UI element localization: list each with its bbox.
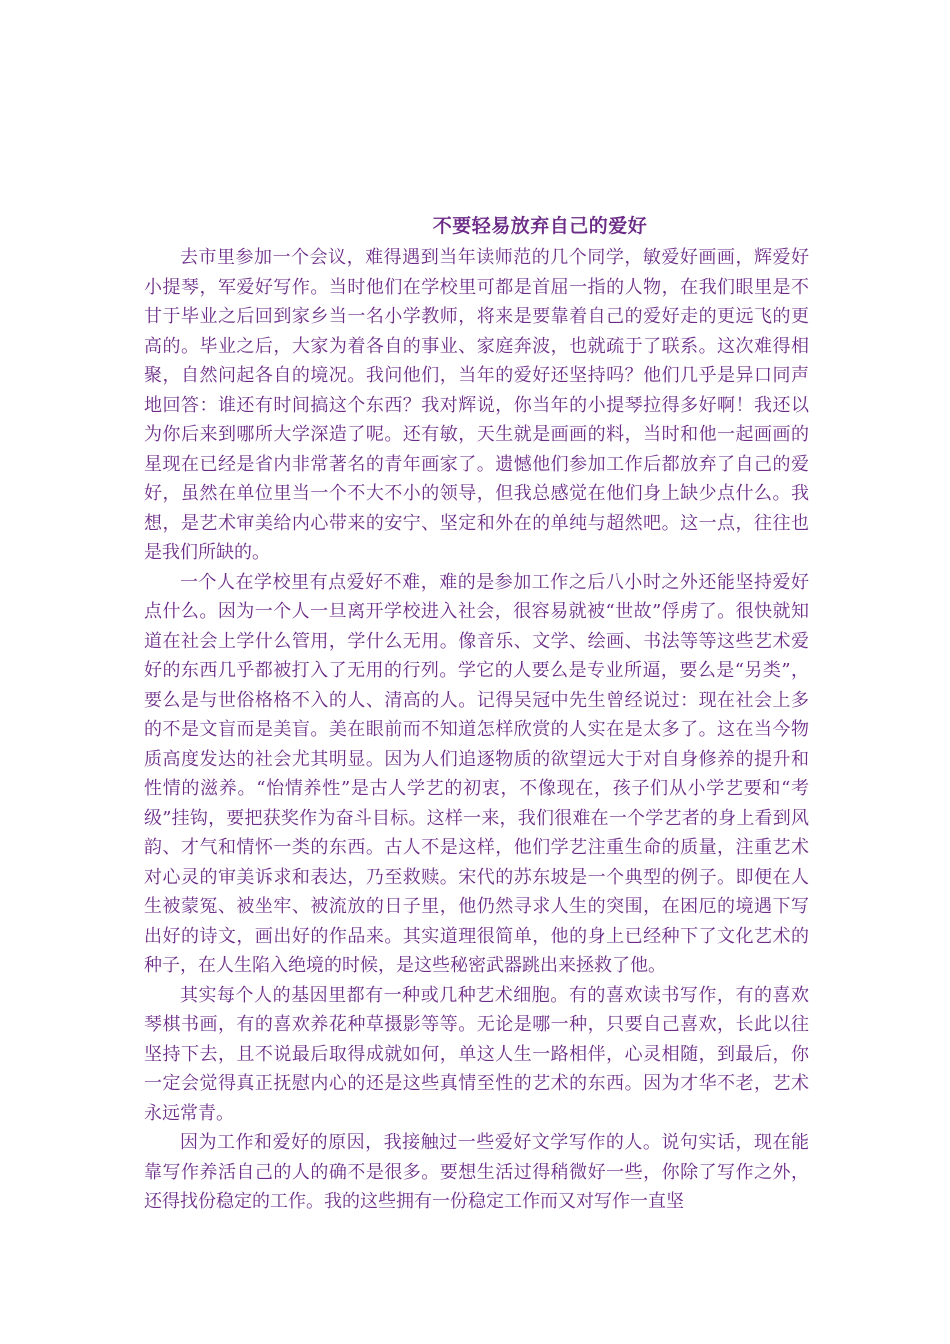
article-body — [144, 243, 809, 1217]
paragraph: 其实每个人的基因里都有一种或几种艺术细胞。有的喜欢读书写作，有的喜欢琴棋书画，有的喜欢养花种草摄影等等。无论是哪一种，只要自己喜欢，长此以往坚持下去，且不说最后取得成就如何，单这人生一路相伴，心灵相随，到最后，你一定会觉得真正抚慰内心的还是这些真情至性的艺术的东西。因为才华不老，艺术永远常青。 — [144, 984, 809, 1124]
article-title: 不要轻易放弃自己的爱好 — [432, 215, 648, 237]
paragraph: 一个人在学校里有点爱好不难，难的是参加工作之后八小时之外还能坚持爱好点什么。因为一个人一旦离开学校进入社会，很容易就被“世故”俘虏了。很快就知道在社会上学什么管用，学什么无用。像音乐、文学、绘画、书法等等这些艺术爱好的东西几乎都被打入了无用的行列。学它的人要么是专业所逼，要么是“另类”，要么是与世俗格格不入的人、清高的人。记得吴冠中先生曾经说过：现在社会上多的不是文盲而是美盲。美在眼前而不知道怎样欣赏的人实在是太多了。这在当今物质高度发达的社会尤其明显。因为人们追逐物质的欲望远大于对自身修养的提升和性情的滋养。“怡情养性”是古人学艺的初衷，不像现在，孩子们从小学艺要和“考级”挂钩，要把获奖作为奋斗目标。这样一来，我们很难在一个学艺者的身上看到风韵、才气和情怀一类的东西。古人不是这样，他们学艺注重生命的质量，注重艺术对心灵的审美诉求和表达，乃至救赎。宋代的苏东坡是一个典型的例子。即便在人生被蒙冤、被坐牢、被流放的日子里，他仍然寻求人生的突围，在困厄的境遇下写出好的诗文，画出好的作品来。其实道理很简单，他的身上已经种下了文化艺术的种子，在人生陷入绝境的时候，是这些秘密武器跳出来拯救了他。 — [144, 571, 809, 976]
paragraph: 去市里参加一个会议，难得遇到当年读师范的几个同学，敏爱好画画，辉爱好小提琴，军爱好写作。当时他们在学校里可都是首屈一指的人物，在我们眼里是不甘于毕业之后回到家乡当一名小学教师，将来是要靠着自己的爱好走的更远飞的更高的。毕业之后，大家为着各自的事业、家庭奔波，也就疏于了联系。这次难得相聚，自然问起各自的境况。我问他们，当年的爱好还坚持吗？他们几乎是异口同声地回答：谁还有时间搞这个东西？我对辉说，你当年的小提琴拉得多好啊！我还以为你后来到哪所大学深造了呢。还有敏，天生就是画画的料，当时和他一起画画的星现在已经是省内非常著名的青年画家了。遗憾他们参加工作后都放弃了自己的爱好，虽然在单位里当一个不大不小的领导，但我总感觉在他们身上缺少点什么。我想，是艺术审美给内心带来的安宁、坚定和外在的单纯与超然吧。这一点，往往也是我们所缺的。 — [144, 247, 809, 563]
paragraph: 因为工作和爱好的原因，我接触过一些爱好文学写作的人。说句实话，现在能靠写作养活自己的人的确不是很多。要想生活过得稍微好一些，你除了写作之外，还得找份稳定的工作。我的这些拥有一份稳定工作而又对写作一直坚 — [144, 1132, 809, 1212]
